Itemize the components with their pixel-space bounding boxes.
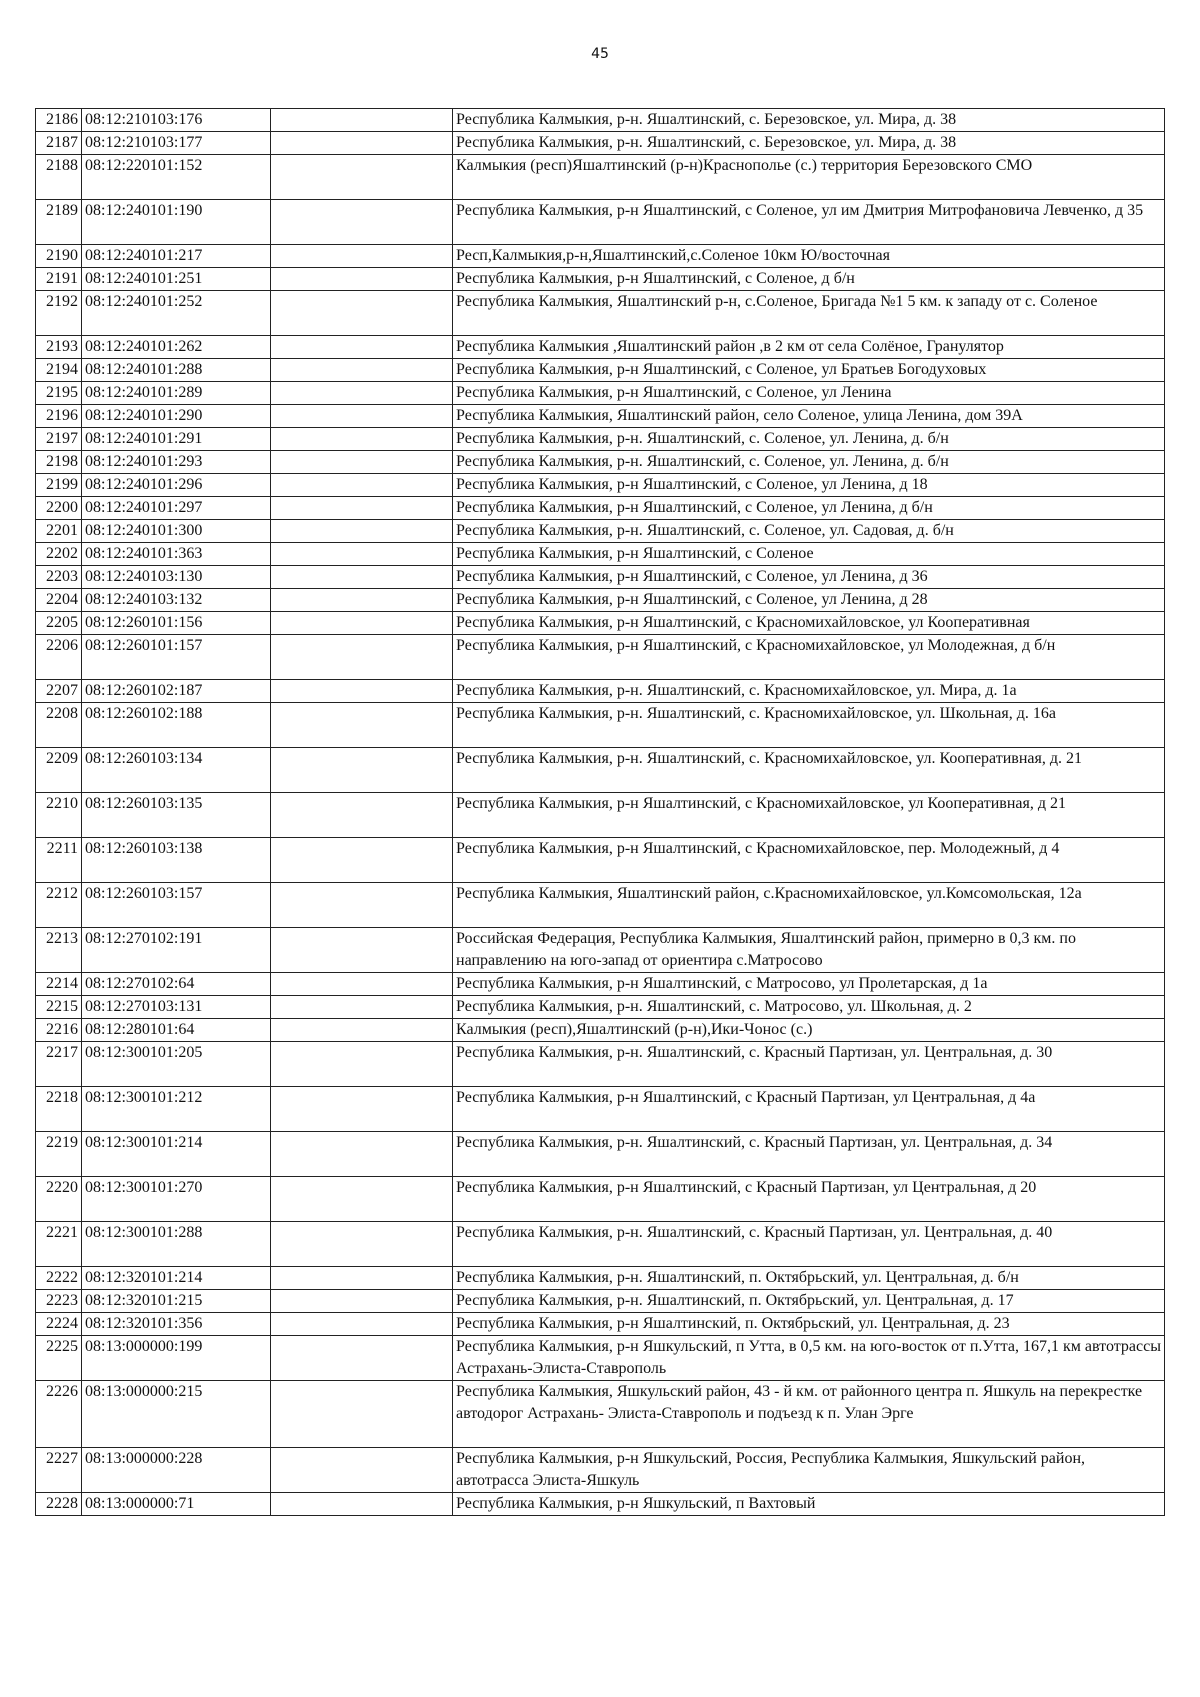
table-row — [36, 428, 1165, 451]
table-row — [36, 589, 1165, 612]
table-row — [36, 497, 1165, 520]
cadastral-number-cell: 08:12:260101:157 — [82, 635, 271, 680]
address-cell: Республика Калмыкия, р-н Яшалтинский, с Соленое, ул им Дмитрия Митрофановича Левченко, д 35 — [453, 200, 1165, 245]
cadastral-number-cell: 08:12:270103:131 — [82, 996, 271, 1019]
object-name-cell — [271, 291, 453, 336]
address-cell: Республика Калмыкия, р-н Яшалтинский, с Соленое, ул Ленина — [453, 382, 1165, 405]
cadastral-number-cell: 08:12:270102:64 — [82, 973, 271, 996]
table-row — [36, 474, 1165, 497]
address-cell: Республика Калмыкия, р-н Яшалтинский, с Соленое, ул Ленина, д 18 — [453, 474, 1165, 497]
row-number-cell: 2225 — [36, 1336, 82, 1381]
row-number-cell: 2224 — [36, 1313, 82, 1336]
table-row — [36, 1381, 1165, 1448]
cadastral-number-cell: 08:12:320101:356 — [82, 1313, 271, 1336]
address-cell: Республика Калмыкия, Яшалтинский р-н, с.Соленое, Бригада №1 5 км. к западу от с. Соленое — [453, 291, 1165, 336]
address-cell: Республика Калмыкия, р-н Яшалтинский, с Матросово, ул Пролетарская, д 1а — [453, 973, 1165, 996]
row-number-cell: 2198 — [36, 451, 82, 474]
table-row — [36, 1448, 1165, 1493]
address-cell: Республика Калмыкия, р-н Яшалтинский, п. Октябрьский, ул. Центральная, д. 23 — [453, 1313, 1165, 1336]
row-number-cell: 2201 — [36, 520, 82, 543]
object-name-cell — [271, 405, 453, 428]
table-row — [36, 1493, 1165, 1516]
cadastral-number-cell: 08:12:210103:177 — [82, 132, 271, 155]
cadastral-number-cell: 08:12:260102:187 — [82, 680, 271, 703]
row-number-cell: 2209 — [36, 748, 82, 793]
cadastral-number-cell: 08:12:240103:130 — [82, 566, 271, 589]
cadastral-number-cell: 08:12:300101:288 — [82, 1222, 271, 1267]
object-name-cell — [271, 245, 453, 268]
table-row — [36, 612, 1165, 635]
address-cell: Республика Калмыкия, р-н. Яшалтинский, п. Октябрьский, ул. Центральная, д. б/н — [453, 1267, 1165, 1290]
object-name-cell — [271, 451, 453, 474]
row-number-cell: 2220 — [36, 1177, 82, 1222]
object-name-cell — [271, 543, 453, 566]
row-number-cell: 2202 — [36, 543, 82, 566]
cadastral-number-cell: 08:12:240101:297 — [82, 497, 271, 520]
table-row — [36, 132, 1165, 155]
object-name-cell — [271, 1019, 453, 1042]
cadastral-number-cell: 08:13:000000:199 — [82, 1336, 271, 1381]
row-number-cell: 2219 — [36, 1132, 82, 1177]
object-name-cell — [271, 132, 453, 155]
object-name-cell — [271, 589, 453, 612]
cadastral-number-cell: 08:12:320101:215 — [82, 1290, 271, 1313]
page-number: 45 — [591, 46, 609, 62]
object-name-cell — [271, 109, 453, 132]
row-number-cell: 2210 — [36, 793, 82, 838]
cadastral-number-cell: 08:12:240103:132 — [82, 589, 271, 612]
row-number-cell: 2188 — [36, 155, 82, 200]
row-number-cell: 2218 — [36, 1087, 82, 1132]
row-number-cell: 2208 — [36, 703, 82, 748]
cadastral-number-cell: 08:12:260101:156 — [82, 612, 271, 635]
table-row — [36, 543, 1165, 566]
object-name-cell — [271, 1290, 453, 1313]
cadastral-number-cell: 08:12:320101:214 — [82, 1267, 271, 1290]
address-cell: Республика Калмыкия, р-н. Яшалтинский, с. Матросово, ул. Школьная, д. 2 — [453, 996, 1165, 1019]
row-number-cell: 2186 — [36, 109, 82, 132]
cadastral-number-cell: 08:12:240101:293 — [82, 451, 271, 474]
table-row — [36, 291, 1165, 336]
cadastral-number-cell: 08:13:000000:215 — [82, 1381, 271, 1448]
table-row — [36, 793, 1165, 838]
table-row — [36, 566, 1165, 589]
table-row — [36, 680, 1165, 703]
table-row — [36, 268, 1165, 291]
object-name-cell — [271, 382, 453, 405]
cadastral-number-cell: 08:12:270102:191 — [82, 928, 271, 973]
table-row — [36, 451, 1165, 474]
cadastral-number-cell: 08:12:260102:188 — [82, 703, 271, 748]
cadastral-number-cell: 08:12:240101:190 — [82, 200, 271, 245]
object-name-cell — [271, 359, 453, 382]
address-cell: Республика Калмыкия, р-н. Яшалтинский, с. Красный Партизан, ул. Центральная, д. 40 — [453, 1222, 1165, 1267]
cadastral-number-cell: 08:12:240101:363 — [82, 543, 271, 566]
object-name-cell — [271, 703, 453, 748]
address-cell: Республика Калмыкия, р-н. Яшалтинский, п. Октябрьский, ул. Центральная, д. 17 — [453, 1290, 1165, 1313]
address-cell: Республика Калмыкия, р-н Яшалтинский, с Красномихайловское, ул Кооперативная — [453, 612, 1165, 635]
cadastral-number-cell: 08:13:000000:71 — [82, 1493, 271, 1516]
table-row — [36, 200, 1165, 245]
table-row — [36, 109, 1165, 132]
table-row — [36, 245, 1165, 268]
address-cell: Республика Калмыкия, р-н Яшалтинский, с Соленое, ул Ленина, д 36 — [453, 566, 1165, 589]
cadastral-number-cell: 08:12:280101:64 — [82, 1019, 271, 1042]
row-number-cell: 2195 — [36, 382, 82, 405]
cadastral-number-cell: 08:12:260103:134 — [82, 748, 271, 793]
object-name-cell — [271, 996, 453, 1019]
table-row — [36, 1177, 1165, 1222]
object-name-cell — [271, 793, 453, 838]
row-number-cell: 2187 — [36, 132, 82, 155]
table-row — [36, 1132, 1165, 1177]
row-number-cell: 2226 — [36, 1381, 82, 1448]
object-name-cell — [271, 336, 453, 359]
object-name-cell — [271, 680, 453, 703]
object-name-cell — [271, 566, 453, 589]
table-row — [36, 336, 1165, 359]
row-number-cell: 2216 — [36, 1019, 82, 1042]
cadastral-number-cell: 08:12:300101:205 — [82, 1042, 271, 1087]
row-number-cell: 2192 — [36, 291, 82, 336]
row-number-cell: 2190 — [36, 245, 82, 268]
cadastral-number-cell: 08:12:240101:251 — [82, 268, 271, 291]
address-cell: Республика Калмыкия, р-н Яшалтинский, с Красномихайловское, пер. Молодежный, д 4 — [453, 838, 1165, 883]
row-number-cell: 2221 — [36, 1222, 82, 1267]
table-row — [36, 1336, 1165, 1381]
table-row — [36, 838, 1165, 883]
table-row — [36, 1042, 1165, 1087]
row-number-cell: 2222 — [36, 1267, 82, 1290]
object-name-cell — [271, 474, 453, 497]
row-number-cell: 2196 — [36, 405, 82, 428]
address-cell: Республика Калмыкия, р-н. Яшалтинский, с. Красномихайловское, ул. Мира, д. 1а — [453, 680, 1165, 703]
address-cell: Республика Калмыкия, р-н. Яшалтинский, с. Красномихайловское, ул. Школьная, д. 16а — [453, 703, 1165, 748]
cadastral-number-cell: 08:12:300101:270 — [82, 1177, 271, 1222]
row-number-cell: 2200 — [36, 497, 82, 520]
cadastral-number-cell: 08:12:240101:290 — [82, 405, 271, 428]
object-name-cell — [271, 497, 453, 520]
address-cell: Республика Калмыкия, р-н. Яшалтинский, с. Березовское, ул. Мира, д. 38 — [453, 132, 1165, 155]
cadastral-number-cell: 08:12:240101:288 — [82, 359, 271, 382]
object-name-cell — [271, 1177, 453, 1222]
address-cell: Республика Калмыкия, р-н Яшалтинский, с Красный Партизан, ул Центральная, д 4а — [453, 1087, 1165, 1132]
table-row — [36, 1267, 1165, 1290]
cadastral-number-cell: 08:12:260103:135 — [82, 793, 271, 838]
row-number-cell: 2205 — [36, 612, 82, 635]
address-cell: Республика Калмыкия, Яшкульский район, 43 - й км. от районного центра п. Яшкуль на перекрестке автодорог Астрахань- Элиста-Ставрополь и подъезд к п. Улан Эрге — [453, 1381, 1165, 1448]
table-row — [36, 748, 1165, 793]
object-name-cell — [271, 200, 453, 245]
table-row — [36, 1087, 1165, 1132]
address-cell: Республика Калмыкия, р-н. Яшалтинский, с. Красномихайловское, ул. Кооперативная, д. 21 — [453, 748, 1165, 793]
cadastral-number-cell: 08:12:240101:291 — [82, 428, 271, 451]
table-row — [36, 635, 1165, 680]
cadastral-number-cell: 08:12:260103:157 — [82, 883, 271, 928]
address-cell: Республика Калмыкия, Яшалтинский район, село Соленое, улица Ленина, дом 39А — [453, 405, 1165, 428]
address-cell: Республика Калмыкия ,Яшалтинский район ,в 2 км от села Солёное, Гранулятор — [453, 336, 1165, 359]
row-number-cell: 2228 — [36, 1493, 82, 1516]
address-cell: Республика Калмыкия, р-н. Яшалтинский, с. Соленое, ул. Садовая, д. б/н — [453, 520, 1165, 543]
object-name-cell — [271, 1222, 453, 1267]
object-name-cell — [271, 1087, 453, 1132]
object-name-cell — [271, 1493, 453, 1516]
object-name-cell — [271, 1336, 453, 1381]
table-row — [36, 928, 1165, 973]
address-cell: Калмыкия (респ)Яшалтинский (р-н)Краснополье (с.) территория Березовского СМО — [453, 155, 1165, 200]
address-cell: Республика Калмыкия, р-н Яшкульский, п Вахтовый — [453, 1493, 1165, 1516]
table-row — [36, 1290, 1165, 1313]
table-row — [36, 359, 1165, 382]
address-cell: Республика Калмыкия, р-н Яшалтинский, с Соленое, д б/н — [453, 268, 1165, 291]
table-row — [36, 382, 1165, 405]
address-cell: Российская Федерация, Республика Калмыкия, Яшалтинский район, примерно в 0,3 км. по направлению на юго-запад от ориентира с.Матросово — [453, 928, 1165, 973]
address-cell: Республика Калмыкия, р-н. Яшалтинский, с. Соленое, ул. Ленина, д. б/н — [453, 428, 1165, 451]
cadastral-number-cell: 08:12:240101:252 — [82, 291, 271, 336]
row-number-cell: 2215 — [36, 996, 82, 1019]
address-cell: Республика Калмыкия, р-н Яшкульский, п Утта, в 0,5 км. на юго-восток от п.Утта, 167,1 км автотрассы Астрахань-Элиста-Ставрополь — [453, 1336, 1165, 1381]
row-number-cell: 2223 — [36, 1290, 82, 1313]
table-row — [36, 1313, 1165, 1336]
table-row — [36, 996, 1165, 1019]
row-number-cell: 2207 — [36, 680, 82, 703]
address-cell: Республика Калмыкия, р-н Яшалтинский, с Соленое — [453, 543, 1165, 566]
address-cell: Респ,Калмыкия,р-н,Яшалтинский,с.Соленое 10км Ю/восточная — [453, 245, 1165, 268]
table-row — [36, 703, 1165, 748]
table-row — [36, 1222, 1165, 1267]
row-number-cell: 2211 — [36, 838, 82, 883]
address-cell: Республика Калмыкия, р-н Яшалтинский, с Красномихайловское, ул Молодежная, д б/н — [453, 635, 1165, 680]
table-row — [36, 973, 1165, 996]
row-number-cell: 2217 — [36, 1042, 82, 1087]
object-name-cell — [271, 748, 453, 793]
object-name-cell — [271, 1132, 453, 1177]
row-number-cell: 2212 — [36, 883, 82, 928]
row-number-cell: 2194 — [36, 359, 82, 382]
address-cell: Республика Калмыкия, р-н Яшалтинский, с Соленое, ул Братьев Богодуховых — [453, 359, 1165, 382]
object-name-cell — [271, 1381, 453, 1448]
table-row — [36, 520, 1165, 543]
object-name-cell — [271, 838, 453, 883]
registry-table — [35, 108, 1165, 1516]
address-cell: Республика Калмыкия, р-н. Яшалтинский, с. Березовское, ул. Мира, д. 38 — [453, 109, 1165, 132]
row-number-cell: 2193 — [36, 336, 82, 359]
object-name-cell — [271, 155, 453, 200]
object-name-cell — [271, 1267, 453, 1290]
address-cell: Республика Калмыкия, р-н Яшкульский, Россия, Республика Калмыкия, Яшкульский район, автотрасса Элиста-Яшкуль — [453, 1448, 1165, 1493]
cadastral-number-cell: 08:12:240101:300 — [82, 520, 271, 543]
address-cell: Республика Калмыкия, р-н Яшалтинский, с Красномихайловское, ул Кооперативная, д 21 — [453, 793, 1165, 838]
object-name-cell — [271, 428, 453, 451]
cadastral-number-cell: 08:12:210103:176 — [82, 109, 271, 132]
cadastral-number-cell: 08:12:260103:138 — [82, 838, 271, 883]
row-number-cell: 2189 — [36, 200, 82, 245]
cadastral-number-cell: 08:12:240101:262 — [82, 336, 271, 359]
object-name-cell — [271, 928, 453, 973]
row-number-cell: 2204 — [36, 589, 82, 612]
address-cell: Республика Калмыкия, р-н Яшалтинский, с Соленое, ул Ленина, д 28 — [453, 589, 1165, 612]
cadastral-number-cell: 08:12:300101:212 — [82, 1087, 271, 1132]
cadastral-number-cell: 08:13:000000:228 — [82, 1448, 271, 1493]
table-row — [36, 405, 1165, 428]
table-row — [36, 155, 1165, 200]
table-row — [36, 883, 1165, 928]
address-cell: Республика Калмыкия, р-н Яшалтинский, с Соленое, ул Ленина, д б/н — [453, 497, 1165, 520]
cadastral-number-cell: 08:12:220101:152 — [82, 155, 271, 200]
object-name-cell — [271, 1313, 453, 1336]
address-cell: Республика Калмыкия, р-н. Яшалтинский, с. Соленое, ул. Ленина, д. б/н — [453, 451, 1165, 474]
row-number-cell: 2214 — [36, 973, 82, 996]
object-name-cell — [271, 268, 453, 291]
address-cell: Республика Калмыкия, р-н. Яшалтинский, с. Красный Партизан, ул. Центральная, д. 30 — [453, 1042, 1165, 1087]
object-name-cell — [271, 1042, 453, 1087]
object-name-cell — [271, 1448, 453, 1493]
cadastral-number-cell: 08:12:240101:217 — [82, 245, 271, 268]
row-number-cell: 2191 — [36, 268, 82, 291]
table-row — [36, 1019, 1165, 1042]
cadastral-number-cell: 08:12:300101:214 — [82, 1132, 271, 1177]
row-number-cell: 2203 — [36, 566, 82, 589]
object-name-cell — [271, 520, 453, 543]
object-name-cell — [271, 973, 453, 996]
row-number-cell: 2199 — [36, 474, 82, 497]
address-cell: Республика Калмыкия, Яшалтинский район, с.Красномихайловское, ул.Комсомольская, 12а — [453, 883, 1165, 928]
address-cell: Республика Калмыкия, р-н. Яшалтинский, с. Красный Партизан, ул. Центральная, д. 34 — [453, 1132, 1165, 1177]
address-cell: Калмыкия (респ),Яшалтинский (р-н),Ики-Чонос (с.) — [453, 1019, 1165, 1042]
cadastral-number-cell: 08:12:240101:296 — [82, 474, 271, 497]
row-number-cell: 2227 — [36, 1448, 82, 1493]
cadastral-number-cell: 08:12:240101:289 — [82, 382, 271, 405]
registry-body — [36, 109, 1165, 1516]
object-name-cell — [271, 612, 453, 635]
object-name-cell — [271, 635, 453, 680]
row-number-cell: 2197 — [36, 428, 82, 451]
row-number-cell: 2213 — [36, 928, 82, 973]
address-cell: Республика Калмыкия, р-н Яшалтинский, с Красный Партизан, ул Центральная, д 20 — [453, 1177, 1165, 1222]
row-number-cell: 2206 — [36, 635, 82, 680]
object-name-cell — [271, 883, 453, 928]
